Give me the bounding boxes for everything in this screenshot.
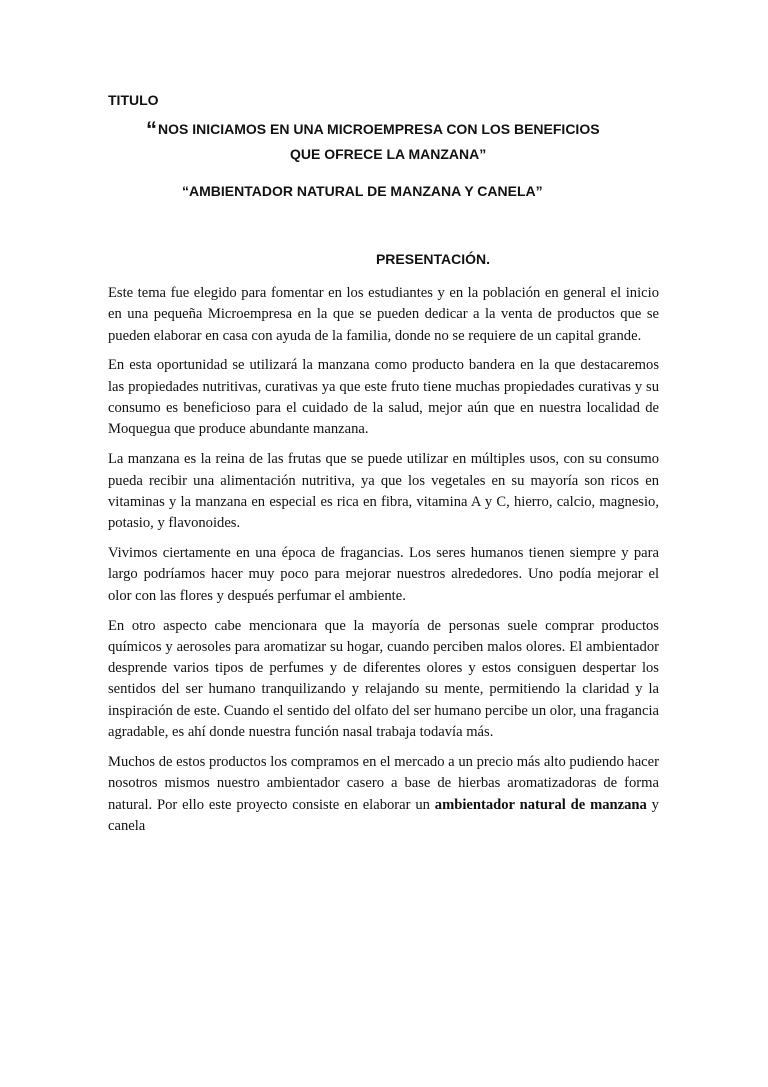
paragraph: Vivimos ciertamente en una época de fragancias. Los seres humanos tienen siempre y para largo podríamos hacer muy poco para mejorar nuestros alrededores. Uno podía mejorar el olor con las flores y después perfumar el ambiente. [108,545,659,604]
body-text [108,283,659,846]
project-title-line-1 [146,117,600,143]
last-paragraph-bold: ambientador natural de manzana [434,796,647,813]
project-title-line-1-text: NOS INICIAMOS EN UNA MICROEMPRESA CON LOS BENEFICIOS [158,121,600,137]
last-paragraph-tail: y canela [108,796,659,834]
paragraph: En esta oportunidad se utilizará la manzana como producto bandera en la que destacaremos las propiedades nutritivas, curativas ya que este fruto tiene muchas propiedades curativas y su consumo es beneficioso para el cuidado de la salud, mejor aún que en nuestra localidad de Moquegua que produce abundante manzana. [108,357,659,438]
product-title: “AMBIENTADOR NATURAL DE MANZANA Y CANELA” [182,183,543,199]
last-paragraph-text: Muchos de estos productos los compramos en el mercado a un precio más alto pudiendo hacer nosotros mismos nuestro ambientador casero a base de hierbas aromatizadoras de forma natural. Por ello este proyecto consiste en elaborar un [108,753,659,813]
last-paragraph [108,752,659,837]
section-heading [0,251,768,267]
project-title-line-2: QUE OFRECE LA MANZANA” [290,146,487,162]
paragraph: Este tema fue elegido para fomentar en los estudiantes y en la población en general el inicio en una pequeña Microempresa en la que se pueden dedicar a la venta de productos que se pueden elaborar en casa con ayuda de la familia, donde no se requiere de un capital grande. [108,285,659,344]
paragraph: En otro aspecto cabe mencionara que la mayoría de personas suele comprar productos químicos y aerosoles para aromatizar su hogar, cuando perciben malos olores. El ambientador desprende varios tipos de perfumes y de diferentes olores y estos consiguen despertar los sentidos del ser humano tranquilizando y relajando su mente, permitiendo la claridad y la inspiración de este. Cuando el sentido del olfato del ser humano percibe un olor, una fragancia agradable, es ahí donde nuestra función nasal trabaja todavía más. [108,617,659,741]
paragraph: La manzana es la reina de las frutas que se puede utilizar en múltiples usos, con su consumo pueda recibir una alimentación nutritiva, ya que los vegetales en su mayoría son ricos en vitaminas y la manzana en especial es rica en fibra, vitamina A y C, hierro, calcio, magnesio, potasio, y flavonoides. [108,451,659,532]
title-label: TITULO [108,92,159,108]
section-heading-text: PRESENTACIÓN. [375,251,491,267]
opening-quote: “ [146,117,157,142]
